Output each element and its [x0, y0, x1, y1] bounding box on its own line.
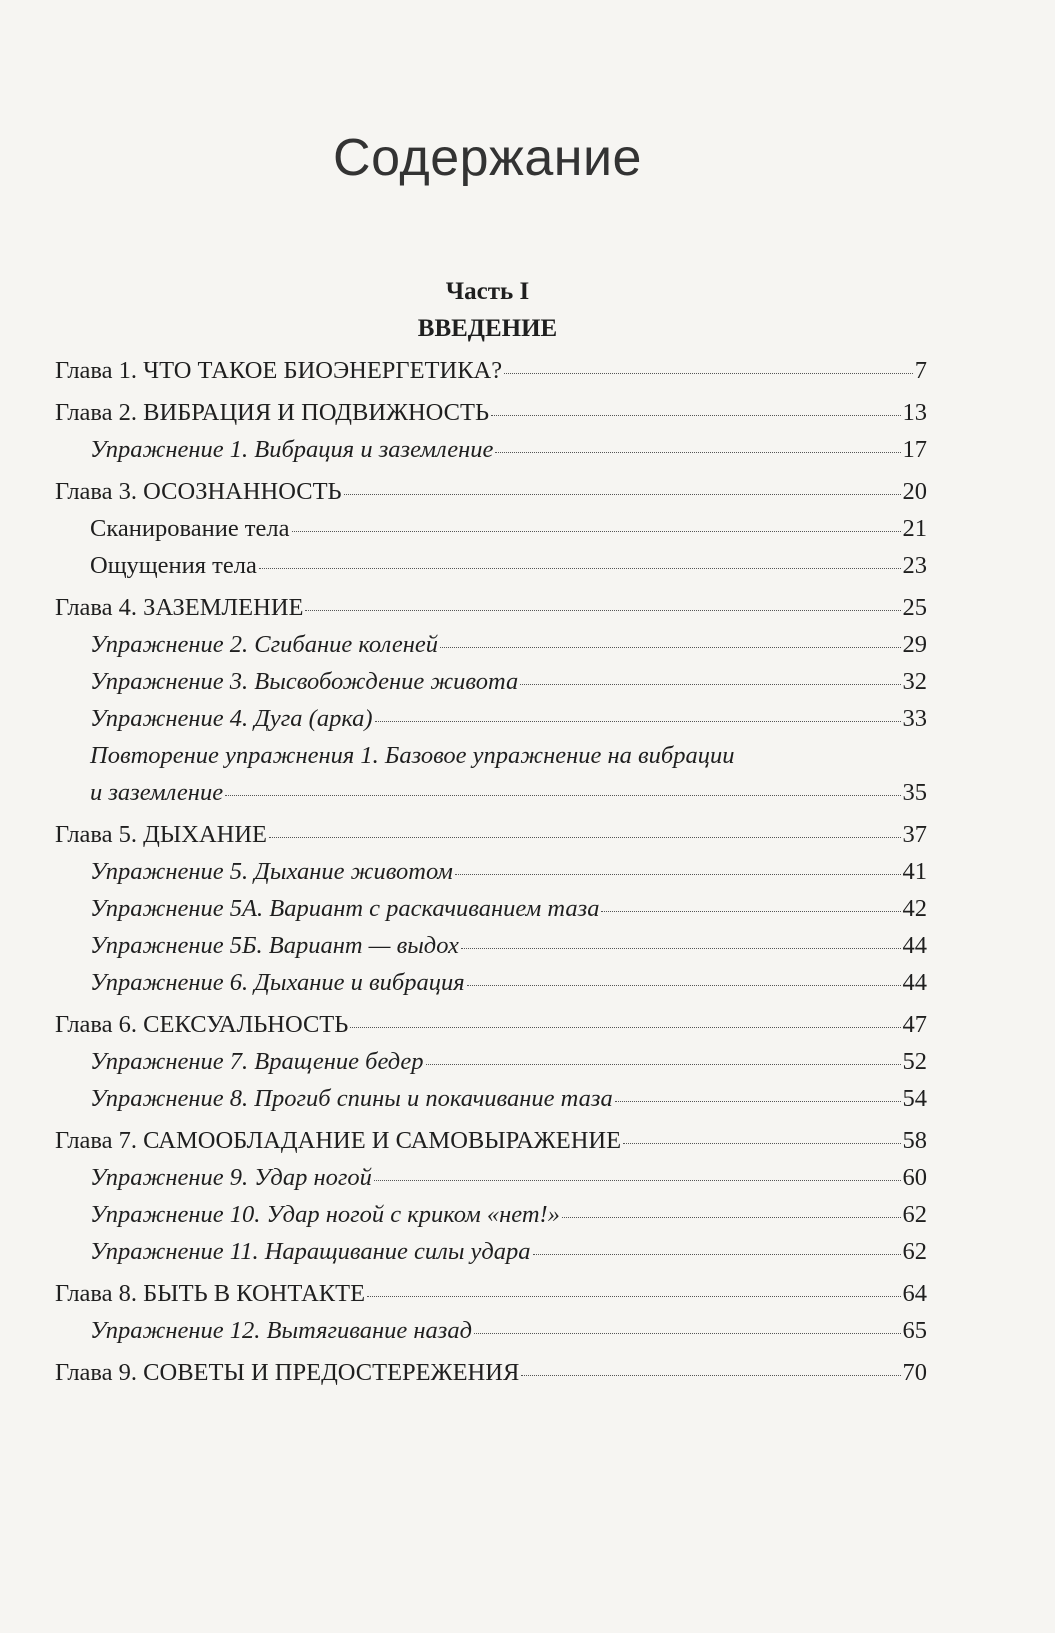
dot-leader: [440, 647, 900, 648]
dot-leader: [533, 1254, 901, 1255]
dot-leader: [495, 452, 900, 453]
toc-sub-entry: [0, 927, 1055, 964]
toc-entry-title: Упражнение 5. Дыхание животом: [90, 858, 453, 885]
toc-sub-entry: [0, 1196, 1055, 1233]
toc-page-number: 33: [902, 705, 927, 732]
toc-entry-title: Упражнение 1. Вибрация и заземление: [90, 436, 494, 463]
toc-sub-entry: [0, 626, 1055, 663]
toc-entry-title: Упражнение 11. Наращивание силы удара: [90, 1238, 531, 1265]
toc-entry-title: Глава 6. СЕКСУАЛЬНОСТЬ: [55, 1011, 349, 1038]
page-title: Содержание: [333, 129, 642, 187]
toc-entry-title: Упражнение 9. Удар ногой: [90, 1164, 372, 1191]
dot-leader: [491, 415, 900, 416]
toc-page-number: 44: [902, 969, 927, 996]
part-name: ВВЕДЕНИЕ: [417, 315, 558, 342]
dot-leader: [601, 911, 900, 912]
dot-leader: [520, 684, 900, 685]
dot-leader: [350, 1027, 900, 1028]
dot-leader: [305, 610, 900, 611]
toc-page-number: 35: [902, 779, 927, 806]
dot-leader: [374, 1180, 901, 1181]
toc-page-number: 47: [902, 1011, 927, 1038]
part-number: Часть I: [445, 278, 530, 305]
toc-chapter-entry: [0, 394, 1055, 431]
toc-page-number: 58: [902, 1127, 927, 1154]
toc-chapter-entry: [0, 816, 1055, 853]
toc-sub-entry: [0, 510, 1055, 547]
dot-leader: [461, 948, 901, 949]
toc-sub-entry: [0, 853, 1055, 890]
toc-entry-title: Упражнение 2. Сгибание коленей: [90, 631, 439, 658]
toc-page-number: 37: [902, 821, 927, 848]
toc-sub-entry: [0, 431, 1055, 468]
toc-sub-entry: [0, 1043, 1055, 1080]
toc-page-number: 65: [902, 1317, 927, 1344]
toc-entry-title: Упражнение 12. Вытягивание назад: [90, 1317, 472, 1344]
toc-chapter-entry: [0, 1354, 1055, 1391]
toc-page-number: 41: [902, 858, 927, 885]
dot-leader: [562, 1217, 901, 1218]
toc-sub-entry: [0, 737, 1055, 774]
toc-sub-entry: [0, 774, 1055, 811]
toc-page-number: 64: [902, 1280, 927, 1307]
toc-sub-entry: [0, 890, 1055, 927]
toc-chapter-entry: [0, 1006, 1055, 1043]
toc-chapter-entry: [0, 1275, 1055, 1312]
toc-entry-title: Глава 4. ЗАЗЕМЛЕНИЕ: [55, 594, 304, 621]
dot-leader: [474, 1333, 901, 1334]
dot-leader: [375, 721, 901, 722]
toc-page-number: 7: [914, 357, 927, 384]
toc-sub-entry: [0, 1312, 1055, 1349]
toc-page-number: 62: [902, 1201, 927, 1228]
dot-leader: [292, 531, 901, 532]
toc-entry-title: Упражнение 8. Прогиб спины и покачивание таза: [90, 1085, 613, 1112]
toc-entry-title: Упражнение 10. Удар ногой с криком «нет!»: [90, 1201, 560, 1228]
toc-entry-title: Глава 2. ВИБРАЦИЯ И ПОДВИЖНОСТЬ: [55, 399, 490, 426]
toc-entry-title: Ощущения тела: [90, 552, 257, 579]
toc-page-number: 20: [902, 478, 927, 505]
dot-leader: [344, 494, 901, 495]
toc-page-number: 17: [902, 436, 927, 463]
toc-sub-entry: [0, 1159, 1055, 1196]
toc-page-number: 25: [902, 594, 927, 621]
toc-page-number: 42: [902, 895, 927, 922]
toc-entry-title: Сканирование тела: [90, 515, 290, 542]
toc-page-number: 23: [902, 552, 927, 579]
toc-page-number: 60: [902, 1164, 927, 1191]
dot-leader: [615, 1101, 901, 1102]
toc-entry-title: Повторение упражнения 1. Базовое упражнение на вибрации: [90, 742, 735, 769]
toc-entry-title: Глава 8. БЫТЬ В КОНТАКТЕ: [55, 1280, 366, 1307]
toc-sub-entry: [0, 1233, 1055, 1270]
toc-page-number: 52: [902, 1048, 927, 1075]
toc-entry-title: Упражнение 7. Вращение бедер: [90, 1048, 424, 1075]
toc-page-number: 21: [902, 515, 927, 542]
table-of-contents: [0, 352, 1055, 1391]
dot-leader: [259, 568, 901, 569]
toc-entry-title: Упражнение 5А. Вариант с раскачиванием таза: [90, 895, 600, 922]
toc-entry-title: Глава 7. САМООБЛАДАНИЕ И САМОВЫРАЖЕНИЕ: [55, 1127, 622, 1154]
dot-leader: [367, 1296, 900, 1297]
toc-entry-title: и заземление: [90, 779, 224, 806]
toc-chapter-entry: [0, 589, 1055, 626]
toc-sub-entry: [0, 547, 1055, 584]
dot-leader: [225, 795, 900, 796]
toc-entry-title: Упражнение 5Б. Вариант — выдох: [90, 932, 459, 959]
toc-chapter-entry: [0, 473, 1055, 510]
toc-page-number: 70: [902, 1359, 927, 1386]
dot-leader: [623, 1143, 900, 1144]
dot-leader: [426, 1064, 901, 1065]
dot-leader: [504, 373, 913, 374]
toc-sub-entry: [0, 663, 1055, 700]
toc-sub-entry: [0, 700, 1055, 737]
toc-entry-title: Упражнение 3. Высвобождение живота: [90, 668, 519, 695]
toc-page-number: 44: [902, 932, 927, 959]
toc-page-number: 13: [902, 399, 927, 426]
toc-sub-entry: [0, 964, 1055, 1001]
toc-entry-title: Упражнение 4. Дуга (арка): [90, 705, 373, 732]
toc-entry-title: Глава 5. ДЫХАНИЕ: [55, 821, 267, 848]
toc-page-number: 32: [902, 668, 927, 695]
toc-entry-title: Глава 3. ОСОЗНАННОСТЬ: [55, 478, 342, 505]
toc-chapter-entry: [0, 1122, 1055, 1159]
toc-entry-title: Глава 1. ЧТО ТАКОЕ БИОЭНЕРГЕТИКА?: [55, 357, 503, 384]
toc-chapter-entry: [0, 352, 1055, 389]
dot-leader: [455, 874, 901, 875]
toc-sub-entry: [0, 1080, 1055, 1117]
toc-page-number: 62: [902, 1238, 927, 1265]
toc-entry-title: Глава 9. СОВЕТЫ И ПРЕДОСТЕРЕЖЕНИЯ: [55, 1359, 520, 1386]
toc-entry-title: Упражнение 6. Дыхание и вибрация: [90, 969, 465, 996]
toc-page-number: 29: [902, 631, 927, 658]
dot-leader: [269, 837, 901, 838]
dot-leader: [521, 1375, 900, 1376]
toc-page-number: 54: [902, 1085, 927, 1112]
dot-leader: [467, 985, 901, 986]
